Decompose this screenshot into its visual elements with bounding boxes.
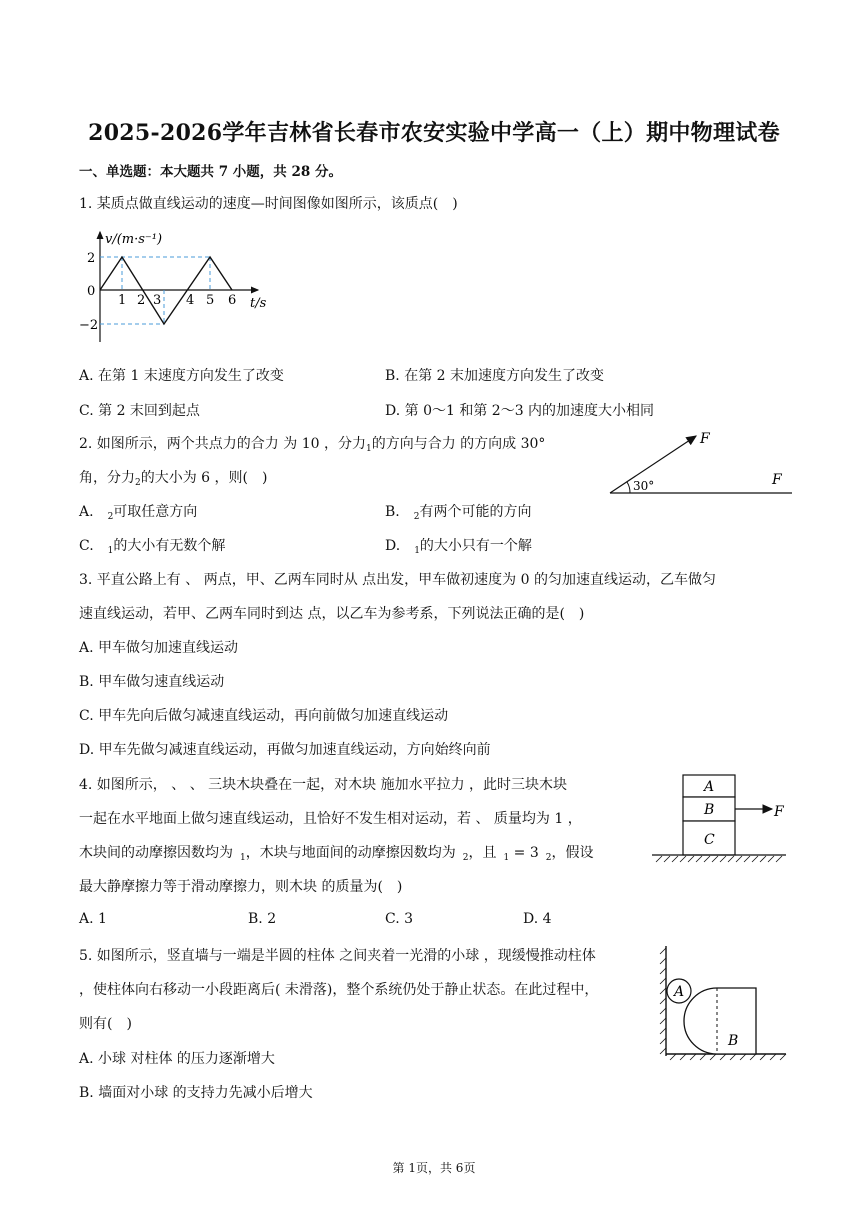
x-tick: 2 — [137, 293, 146, 308]
q5-line1: 5. 如图所示，竖直墙与一端是半圆的柱体 之间夹着一光滑的小球 ，现缓慢推动柱体 — [79, 948, 596, 964]
q1-option-c: C. 第 2 末回到起点 — [79, 403, 200, 419]
q5-line2: ，使柱体向右移动一小段距离后( 未滑落)，整个系统仍处于静止状态。在此过程中， — [79, 982, 599, 998]
block-b-label: B — [704, 802, 715, 818]
q3-line1: 3. 平直公路上有 、 两点，甲、乙两车同时从 点出发，甲车做初速度为 0 的匀加速直线运动，乙车做匀 — [79, 572, 716, 588]
block-a-label: A — [704, 779, 715, 795]
q2-line2: 角，分力$_2$的大小为 6 ，则( ) — [79, 470, 268, 488]
q4-option-a: A. 1 — [79, 911, 107, 927]
q3-option-b: B. 甲车做匀速直线运动 — [79, 674, 225, 690]
ball-a-label: A — [674, 984, 685, 1000]
q5-wall-cylinder-diagram — [658, 944, 788, 1060]
q1-vt-graph — [79, 226, 282, 344]
x-tick: 5 — [206, 293, 215, 308]
page-footer: 第 1页，共 6页 — [392, 1161, 476, 1175]
q4-line1: 4. 如图所示， 、 、 三块木块叠在一起，对木块 施加水平拉力 ，此时三块木块 — [79, 777, 568, 793]
q2-line1: 2. 如图所示，两个共点力的合力 为 10 ，分力$_1$的方向与合力 的方向成 30° — [79, 436, 546, 454]
q4-option-d: D. 4 — [523, 911, 552, 927]
y-tick: 2 — [87, 251, 96, 266]
component-label: F — [772, 472, 782, 488]
q3-line2: 速直线运动，若甲、乙两车同时到达 点，以乙车为参考系，下列说法正确的是( ) — [79, 606, 585, 622]
y-axis-label: v/(m·s⁻¹) — [105, 232, 163, 247]
q4-option-c: C. 3 — [385, 911, 414, 927]
q2-option-b: B. $_2$有两个可能的方向 — [385, 504, 532, 522]
block-c-label: C — [704, 832, 715, 848]
q5-option-b: B. 墙面对小球 的支持力先减小后增大 — [79, 1085, 313, 1101]
q1-option-d: D. 第 0～1 和第 2～3 内的加速度大小相同 — [385, 403, 655, 419]
q4-line4: 最大静摩擦力等于滑动摩擦力，则木块 的质量为( ) — [79, 879, 403, 895]
q2-option-c: C. $_1$的大小有无数个解 — [79, 538, 226, 556]
q3-option-c: C. 甲车先向后做匀减速直线运动，再向前做匀加速直线运动 — [79, 708, 449, 724]
x-tick: 6 — [228, 293, 237, 308]
y-tick: −2 — [79, 318, 99, 333]
q5-option-a: A. 小球 对柱体 的压力逐渐增大 — [79, 1051, 275, 1067]
q2-force-diagram — [606, 426, 792, 498]
q4-blocks-diagram — [648, 770, 788, 866]
angle-label: 30° — [633, 479, 655, 493]
q1-option-b: B. 在第 2 末加速度方向发生了改变 — [385, 368, 604, 384]
q3-option-a: A. 甲车做匀加速直线运动 — [79, 640, 239, 656]
x-axis-label: t/s — [250, 296, 267, 311]
q1-stem: 1. 某质点做直线运动的速度—时间图像如图所示，该质点( ) — [79, 196, 458, 212]
q2-option-d: D. $_1$的大小只有一个解 — [385, 538, 532, 556]
page-title: 2025-2026学年吉林省长春市农安实验中学高一（上）期中物理试卷 — [88, 120, 780, 146]
q4-line2: 一起在水平地面上做匀速直线运动，且恰好不发生相对运动，若 、 质量均为 1 ， — [79, 811, 582, 827]
x-tick: 3 — [153, 293, 162, 308]
q1-option-a: A. 在第 1 末速度方向发生了改变 — [79, 368, 284, 384]
q5-line3: 则有( ) — [79, 1016, 132, 1032]
force-label: F — [774, 804, 784, 820]
force-label: F — [700, 431, 710, 447]
section-heading: 一、单选题：本大题共 7 小题，共 28 分。 — [79, 164, 342, 180]
y-tick: 0 — [87, 284, 96, 299]
q3-option-d: D. 甲车先做匀减速直线运动，再做匀加速直线运动，方向始终向前 — [79, 742, 491, 758]
cylinder-b-label: B — [728, 1033, 739, 1049]
q4-line3: 木块间的动摩擦因数均为 $_1$，木块与地面间的动摩擦因数均为 $_2$，且 $_1$ = 3 $_2$，假设 — [79, 845, 594, 863]
cylinder-b — [684, 988, 756, 1054]
q2-option-a: A. $_2$可取任意方向 — [79, 504, 198, 522]
q4-option-b: B. 2 — [248, 911, 277, 927]
x-tick: 4 — [186, 293, 195, 308]
x-tick: 1 — [118, 293, 127, 308]
